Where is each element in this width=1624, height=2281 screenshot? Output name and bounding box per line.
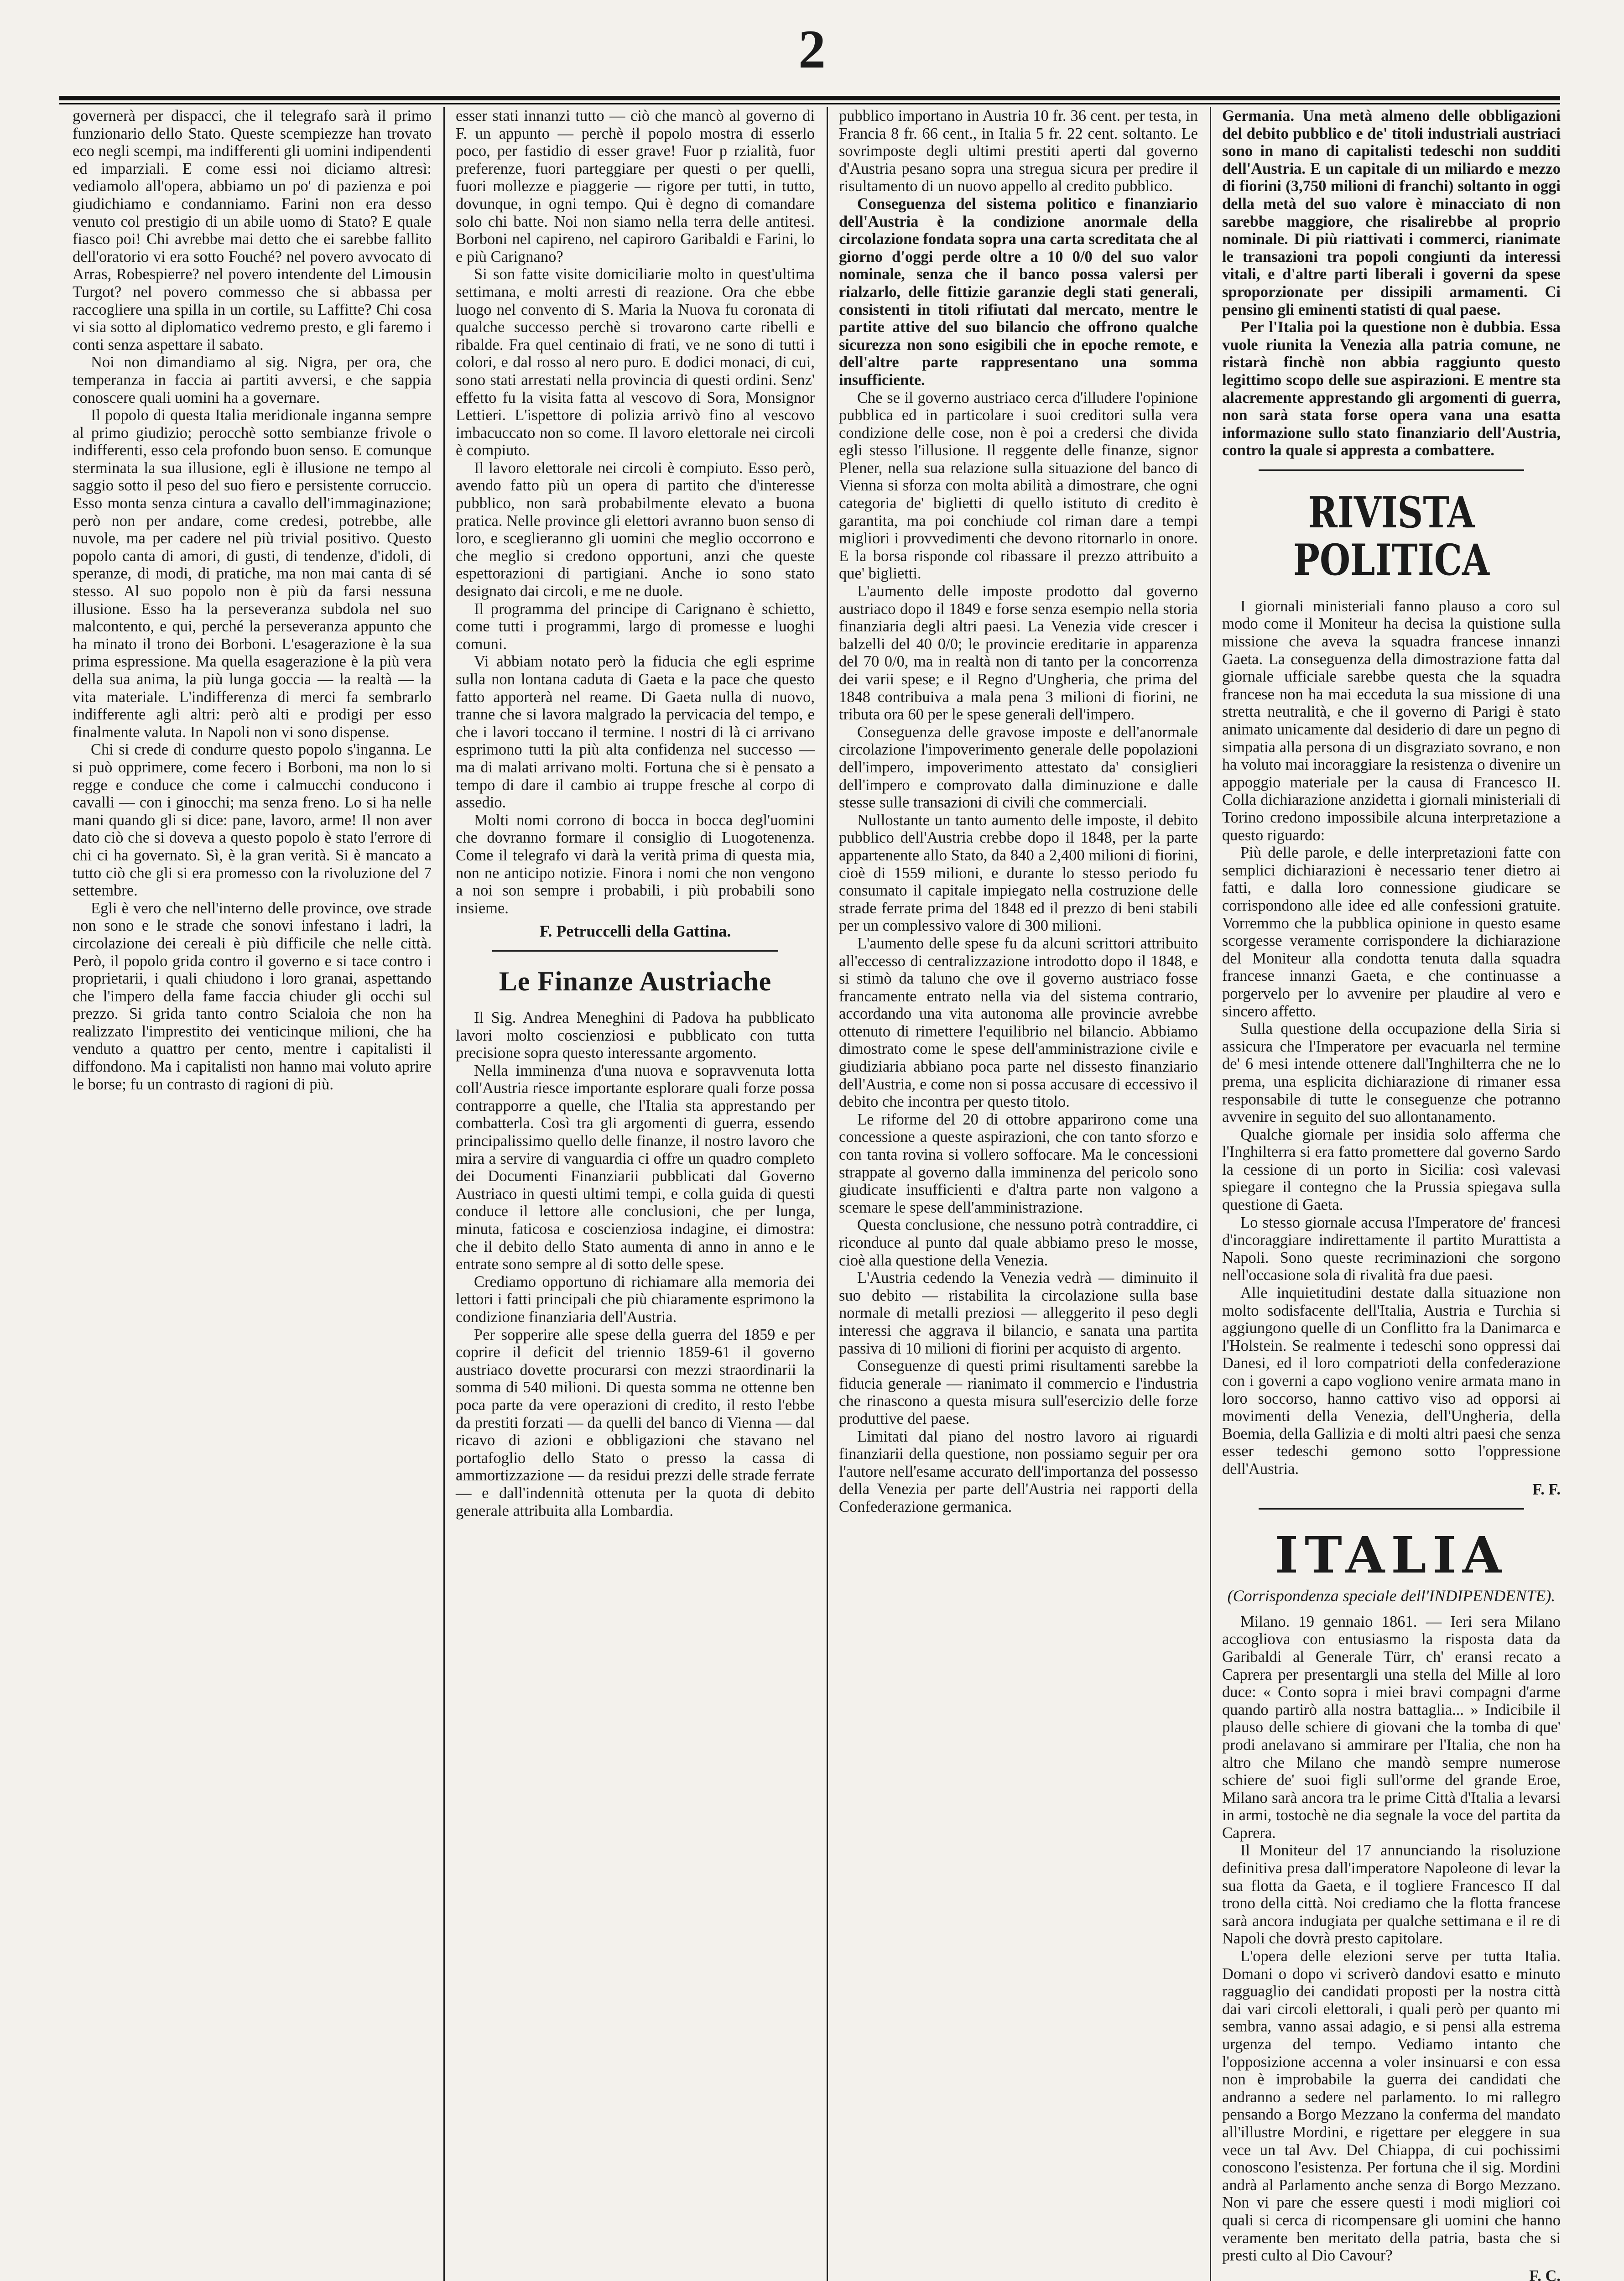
- section-subheadline: (Corrispondenza speciale dell'INDIPENDENTE).: [1227, 1587, 1556, 1605]
- paragraph: Alle inquietitudini destate dalla situazione non molto sodisfacente dell'Italia, Austria e Turchia si aggiungono quelle di un Conflitto fra la Danimarca e l'Holstein. Se realmente i tedeschi sono oppressi dai Danesi, ed il loro compatrioti della confederazione con i governi a capo vogliono venire armata mano in loro soccorso, hanno cattivo viso ad opporsi ai movimenti della Venezia, dell'Ungheria, della Boemia, della Gallizia e di molti altri paesi che senza esser tedeschi gemono sotto l'oppressione dell'Austria.: [1222, 1284, 1561, 1478]
- column-divider: [443, 107, 445, 2281]
- header-rule: [59, 96, 1560, 100]
- header-rule-thin: [59, 103, 1560, 104]
- section-separator: [1259, 469, 1524, 471]
- paragraph: Conseguenza del sistema politico e finanziario dell'Austria è la condizione anormale della circolazione fondata sopra una carta screditata che al giorno d'oggi perde oltre a 10 0/0 del suo valor nominale, senza che il banco possa valersi per rialzarlo, delle fittizie garanzie degli stati generali, consistenti in titoli rifiutati dal mercato, mentre le partite attive del suo bilancio che offrono qualche sicurezza non sono esigibili che in epoche remote, e dell'altre parte rappresentano una somma insufficiente.: [839, 195, 1198, 389]
- paragraph: Milano. 19 gennaio 1861. — Ieri sera Milano accogliova con entusiasmo la risposta data da Garibaldi al Generale Türr, ch' eransi recato a Caprera per presentargli una stella del Mille al loro duce: « Conto sopra i miei bravi compagni d'arme quando partirò alla nostra battaglia... » Indicibile il plauso delle schiere di giovani che la tomba di que' prodi anelavano si ammirare per l'Italia, che non ha altro che Milano che mandò sempre numerose schiere de' suoi figli sull'orme del grande Eroe, Milano sarà ancora tra le prime Città d'Italia a levarsi in armi, tostochè ne dia segnale la voce del partita da Caprera.: [1222, 1613, 1561, 1842]
- paragraph: L'aumento delle imposte prodotto dal governo austriaco dopo il 1849 e forse senza esempio nella storia finanziaria degli altri paesi. La Venezia vide crescer i balzelli del 40 0/0; le provincie ereditarie in apparenza del 70 0/0, ma in realtà non di tanto per la concorrenza dei varii spese; e il Regno d'Ungheria, che prima del 1848 contribuiva a mala pena 3 milioni di fiorini, ne tributa ora 60 per le spese generali dell'impero.: [839, 583, 1198, 724]
- paragraph: Per sopperire alle spese della guerra del 1859 e per coprire il deficit del triennio 1859-61 il governo austriaco dovette procurarsi con mezzi straordinarii la somma di 540 milioni. Di questa somma ne ottenne ben poca parte da vere operazioni di credito, il resto l'ebbe da prestiti forzati — da quelli del banco di Vienna — dal ricavo di azioni e obbligazioni che stavano nel portafoglio dello Stato o presso la cassa di ammortizzazione — da residui prezzi delle strade ferrate — e dall'indennità ottenuta per la quota di debito generale attribuita alla Lombardia.: [456, 1326, 815, 1520]
- paragraph: Il Moniteur del 17 annunciando la risoluzione definitiva presa dall'imperatore Napoleone di levar la sua flotta da Gaeta, e il togliere Francesco II dal trono della città. Noi crediamo che la flotta francese sarà ancora indugiata per qualche settimana e il re di Napoli che dovrà presto capitolare.: [1222, 1842, 1561, 1948]
- paragraph: Egli è vero che nell'interno delle province, ove strade non sono e le strade che sonovi infestano i ladri, la circolazione dei cereali è più difficile che nelle città. Però, il popolo grida contro il governo e si tace contro i proprietarii, i quali chiudono i loro granai, aspettando che l'impero della fame faccia chiuder gli occhi sul prezzo. Si grida tanto contro Scialoia che non ha realizzato l'imprestito dei venticinque milioni, che ha venduto a quattro per cento, mentre i capitalisti il diffondono. Ma i capitalisti non hanno mai voluto aprire le borse; fu un contrasto di ragioni di più.: [73, 899, 432, 1093]
- paragraph: Limitati dal piano del nostro lavoro ai riguardi finanziarii della questione, non possiamo seguir per ora l'autore nell'esame accurato dell'importanza del possesso della Venezia per parte dell'Austria nei rapporti della Confederazione germanica.: [839, 1427, 1198, 1515]
- paragraph: Conseguenze di questi primi risultamenti sarebbe la fiducia generale — rianimato il commercio e l'industria che rinascono a questa misura sull'esercizio delle forze produttive del paese.: [839, 1357, 1198, 1427]
- section-separator: [1259, 1508, 1524, 1510]
- column-divider: [1210, 107, 1211, 2281]
- paragraph: Le riforme del 20 di ottobre apparirono come una concessione a queste aspirazioni, che con tanto sforzo e con tanta rovina si vollero soffocare. Ma le concessioni strappate al governo dalla imminenza del pericolo sono giudicate insufficienti e d'altra parte non valgono a scemare le spese dell'amministrazione.: [839, 1110, 1198, 1216]
- column-divider: [827, 107, 828, 2281]
- paragraph: pubblico importano in Austria 10 fr. 36 cent. per testa, in Francia 8 fr. 66 cent., in Italia 5 fr. 22 cent. soltanto. Le sovrimposte degli ultimi prestiti aperti dal governo d'Austria pesano sopra una stregua sicura per predire il risultamento di un nuovo appello al credito pubblico.: [839, 107, 1198, 195]
- paragraph: Vi abbiam notato però la fiducia che egli esprime sulla non lontana caduta di Gaeta e la pace che questo fatto apporterà nel reame. Di Gaeta nulla di nuovo, tranne che si lavora malgrado la pervicacia del tempo, e che i lavori toccano il termine. I nostri di là ci arrivano esprimono tutti la più alta confidenza nel successo — ma di malati arrivano molti. Fortuna che si è pensato a tempo di dare il cambio ai truppe fresche al corpo di assedio.: [456, 653, 815, 812]
- paragraph: Lo stesso giornale accusa l'Imperatore de' francesi d'incoraggiare indirettamente il partito Murattista a Napoli. Sono queste recriminazioni che sorgono nell'occasione sola di rivalità fra due paesi.: [1222, 1213, 1561, 1284]
- paragraph: Più delle parole, e delle interpretazioni fatte con semplici dichiarazioni è necessario tener dietro ai fatti, e dalla loro connessione giudicare se corrispondono alle idee ed alle confessioni gratuite. Vorremmo che la pubblica opinione in questo esame scorgesse veramente corrispondere la dichiarazione del Moniteur alla condotta tenuta dalla squadra francese innanzi Gaeta, e che continuasse a porgervelo per lo avvenire per plaudire al vero e sincero affetto.: [1222, 844, 1561, 1020]
- paragraph: I giornali ministeriali fanno plauso a coro sul modo come il Moniteur ha decisa la quistione sulla missione che aveva la squadra francese innanzi Gaeta. La conseguenza della dimostrazione fatta dal giornale ufficiale sarebbe questa che la squadra francese non ha mai ecceduta la sua missione di una stretta neutralità, e che il governo di Parigi è stato animato unicamente dal desiderio di dare un pegno di simpatia alla persona di un disgraziato sovrano, e non ha voluto mai incoraggiare la resistenza o divenire un appoggio materiale per la causa di Francesco II. Colla dichiarazione anzidetta i giornali ministeriali di Torino credono impossibile alcuna interpretazione a questo riguardo:: [1222, 597, 1561, 844]
- column-4: [1216, 107, 1567, 2281]
- section-headline-italia: ITALIA: [1275, 1526, 1508, 1585]
- paragraph: Molti nomi corrono di bocca in bocca degl'uomini che dovranno formare il consiglio di Luogotenenza. Come il telegrafo vi darà la verità prima di questa mia, non ne anticipo notizie. Finora i nomi che non vengono a noi son sempre i probabili, i più probabili sono insieme.: [456, 811, 815, 917]
- paragraph: Crediamo opportuno di richiamare alla memoria dei lettori i fatti principali che più chiaramente esprimono la condizione finanziaria dell'Austria.: [456, 1273, 815, 1326]
- paragraph: Questa conclusione, che nessuno potrà contraddire, ci riconduce al punto dal quale abbiamo preso le mosse, cioè alla questione della Venezia.: [839, 1216, 1198, 1269]
- paragraph: Si son fatte visite domiciliarie molto in quest'ultima settimana, e molti arresti di reazione. Ora che ebbe luogo nel convento di S. Maria la Nuova fu coronata di qualche successo perchè si trovarono carte ribelli e ribalde. Fra quel centinaio di frati, ve ne sono di tutti i colori, e dal rosso al nero puro. E dodici monaci, di cui, sono stati arrestati nella provincia di questi ordini. Senz' effetto fu la visita fatta al vescovo di Sora, Monsignor Lettieri. L'ispettore di polizia arrivò fino al vescovo imbacuccato non so come. Il lavoro elettorale nei circoli è compiuto.: [456, 266, 815, 459]
- paragraph: Sulla questione della occupazione della Siria si assicura che l'Imperatore per evacuarla nel termine de' 6 mesi intende ottenere dall'Inghilterra che ne lo prema, una esplicita dichiarazione di rimaner essa responsabile di tutte le conseguenze che potranno avvenire in seguito del suo allontanamento.: [1222, 1020, 1561, 1126]
- column-2: [449, 107, 821, 2281]
- paragraph: L'Austria cedendo la Venezia vedrà — diminuito il suo debito — ristabilita la circolazione sulla base normale di metalli preziosi — alleggerito il peso degli interessi che aggrava il bilancio, e sanata una partita passiva di 10 milioni di fiorini per acquisto di argento.: [839, 1269, 1198, 1357]
- paragraph: Che se il governo austriaco cerca d'illudere l'opinione pubblica ed in particolare i suoi creditori sulla vera condizione delle cose, non è poi a credersi che divida egli stesso l'illusione. Il reggente delle finanze, signor Plener, nella sua relazione sulla situazione del banco di Vienna si sforza con molta abilità a dimostrare, che ogni categoria de' biglietti di quello istituto di credito è garantita, ma poi conchiude col riman dare a tempi migliori i provvedimenti che devono ritornarlo in onore. E la borsa risponde col ribassare il prezzo attribuito a que' biglietti.: [839, 389, 1198, 583]
- paragraph: governerà per dispacci, che il telegrafo sarà il primo funzionario dello Stato. Queste scempiezze han trovato eco negli scempi, ma indifferenti gli uomini indipendenti ed imparziali. E come essi noi diciamo altresì: vediamolo all'opera, abbiamo un po' di pazienza e poi giudichiamo e condanniamo. Farini non era desso venuto col prestigio di un abile uomo di Stato? E quale fiasco poi! Chi avrebbe mai detto che ei sarebbe fallito dell'oratorio vi era sotto Fouché? nel povero avvocato di Arras, Robespierre? nel povero intendente del Limousin Turgot? nel povero commesso che si abbassa per raccogliere una spilla in un cortile, su Laffitte? Chi cosa vi sia sotto al diplomatico vedremo presto, e gli faremo i conti senza aspettare il sabato.: [73, 107, 432, 354]
- paragraph: Il popolo di questa Italia meridionale inganna sempre al primo giudizio; perocchè sotto sembianze frivole o indifferenti, esso cela profondo buon senso. E comunque sterminata la sua illusione, egli è illusione ne tempo al saggio sotto il peso del suo fiero e persistente corruccio. Esso monta senza cintura a cavallo dell'immaginazione; però non per andare, come credesi, potrebbe, alle nuvole, ma per cadere nel più trivial positivo. Questo popolo canta di amori, di gusti, di tendenze, d'idoli, di speranze, di modi, di pratiche, ma non mai canta di sé stesso. Al suo popolo non è più da farsi nessuna illusione. Esso ha la perseveranza subdola nel suo malcontento, e qui, perché la perseveranza appunto che ha minato il trono dei Borboni. L'esagerazione è la sua prima espressione. Ma quella esagerazione è la più vera della sua anima, la più lunga goccia — la realtà — la vita materiale. L'indifferenza di merci fa sembrarlo indifferente agli altri: però alti e prodigi per esso finalmente valuta. In Napoli non vi sono dispense.: [73, 406, 432, 741]
- author-signature: F. C.: [1529, 2267, 1561, 2281]
- paragraph: Conseguenza delle gravose imposte e dell'anormale circolazione l'impoverimento generale delle popolazioni dell'impero, impoverimento attestato da' consiglieri dell'impero e comprovato dalla diminuzione e dalle stesse sulle transazioni di civili che commerciali.: [839, 723, 1198, 812]
- page-number: 2: [798, 19, 826, 79]
- paragraph: Germania. Una metà almeno delle obbligazioni del debito pubblico e de' titoli industriali austriaci sono in mano di capitalisti tedeschi non sudditi dell'Austria. E un capitale di un miliardo e mezzo di fiorini (3,750 milioni di franchi) soltanto in oggi della metà del suo valore è minacciato di non sarebbe maggiore, che risalirebbe al proprio nominale. Di più riattivati i commerci, rianimate le transazioni tra popoli congiunti da interessi vitali, e d'altre parti liberali i governi da spese sproporzionate per dissipili armamenti. Ci pensino gli eminenti statisti di qual paese.: [1222, 107, 1561, 318]
- column-1: [66, 107, 438, 2281]
- paragraph: Il Sig. Andrea Meneghini di Padova ha pubblicato lavori molto coscienziosi e pubblicato con tutta precisione sopra questo interessante argomento.: [456, 1009, 815, 1062]
- article-headline-finanze: Le Finanze Austriache: [499, 966, 772, 996]
- paragraph: L'opera delle elezioni serve per tutta Italia. Domani o dopo vi scriverò dandovi esatto e minuto ragguaglio dei candidati proposti per la nostra città dai vari circoli elettorali, i quali però per quanto mi sembra, vanno assai adagio, e si pensi alla estrema urgenza del tempo. Vediamo intanto che l'opposizione accenna a voler insinuarsi e con essa non è improbabile la guerra dei candidati che andranno a sedere nel parlamento. Io mi rallegro pensando a Borgo Mezzano la conferma del mandato all'illustre Mordini, e rigettare per eleggere in sua vece un tal Avv. Del Chiappa, di cui pochissimi conoscono l'esistenza. Per fortuna che il sig. Mordini andrà al Parlamento anche senza di Borgo Mezzano. Non vi pare che essere questi i modi migliori coi quali si cerca di ricompensare gli uomini che hanno veramente ben meritato della patria, basta che si presti culto al Dio Cavour?: [1222, 1948, 1561, 2265]
- paragraph: Nullostante un tanto aumento delle imposte, il debito pubblico dell'Austria crebbe dopo il 1848, per la parte appartenente allo Stato, da 840 a 2,400 milioni di fiorini, cioè di 1559 milioni, e durante lo stesso periodo fu consumato il capitale impiegato nella costruzione delle strade ferrate prima del 1848 ed il prezzo di beni stabili per un complessivo valore di 300 milioni.: [839, 811, 1198, 935]
- author-signature: F. Petruccelli della Gattina.: [539, 922, 731, 941]
- paragraph: L'aumento delle spese fu da alcuni scrittori attribuito all'eccesso di centralizzazione introdotto dopo il 1848, e si stimò da taluno che ove il governo austriaco fosse francamente entrato nella via del sistema contrario, accordando una vita autonoma alle provincie avrebbe ottenuto di rimettere l'equilibrio nel bilancio. Abbiamo dimostrato come le spese dell'amministrazione civile e giudiziaria abbiano poca parte nel dissesto finanziario dell'Austria, e come non si possa accusare di eccessivo il debito che incontra per questo titolo.: [839, 934, 1198, 1111]
- paragraph: Il lavoro elettorale nei circoli è compiuto. Esso però, avendo fatto più un opera di partito che d'interesse pubblico, non sarà probabilmente elevato a buona pratica. Nelle province gli elettori avranno buon senso di loro, e sceglieranno gli uomini che meglio occorrono e che meglio si credono opportuni, anzi che queste espettorazioni di partigiani. Anche io sono stato designato dai circoli, e me ne duole.: [456, 459, 815, 600]
- paragraph: Noi non dimandiamo al sig. Nigra, per ora, che temperanza in faccia ai partiti avversi, e che sappia conoscere quali uomini ha a governare.: [73, 354, 432, 406]
- author-signature: F. F.: [1532, 1480, 1561, 1498]
- paragraph: Chi si crede di condurre questo popolo s'inganna. Le si può opprimere, come fecero i Borboni, ma non lo si regge e conduce che come i calmucchi conducono i cavalli — con i ginocchi; ma senza freno. Lo si ha nelle mani quando gli si dice: pane, lavoro, arme! Il non aver dato ciò che si doveva a questo popolo è stato l'errore di chi ci ha governato. Sì, è la gran verità. Si è mancato a tutto ciò che gli si era promesso con la rivoluzione del 7 settembre.: [73, 741, 432, 900]
- section-separator: [492, 950, 778, 952]
- paragraph: Nella imminenza d'una nuova e sopravvenuta lotta coll'Austria riesce importante esplorare quali forze possa contrapporre a quelle, che l'Italia sta apprestando per combatterla. Così tra gli argomenti di guerra, essendo principalissimo quello delle finanze, il nostro lavoro che mira a servire di vanguardia ci offre un quadro completo dei Documenti Finanziarii pubblicati dal Governo Austriaco in questi ultimi tempi, e colla guida di questi conduce il lettore alle conclusioni, che per lunga, minuta, faticosa e coscienziosa indagine, ei dimostra: che il debito dello Stato aumenta di anno in anno e le entrate sono sempre al di sotto delle spese.: [456, 1062, 815, 1273]
- column-3: [833, 107, 1204, 2281]
- paragraph: Il programma del principe di Carignano è schietto, come tutti i programmi, largo di promesse e luoghi comuni.: [456, 600, 815, 653]
- section-headline-rivista-politica: RIVISTA POLITICA: [1293, 487, 1489, 585]
- paragraph: Qualche giornale per insidia solo afferma che l'Inghilterra si era fatto promettere dal governo Sardo la cessione di un porto in Sicilia: così valevasi spiegare il contegno che la Prussia spiegava sulla questione di Gaeta.: [1222, 1125, 1561, 1214]
- paragraph: Per l'Italia poi la questione non è dubbia. Essa vuole riunita la Venezia alla patria comune, ne ristarà finchè non abbia raggiunto questo legittimo scopo delle sue aspirazioni. E mentre sta alacremente apprestando gli argomenti di guerra, non sarà stata forse opera vana una esatta informazione sullo stato finanziario dell'Austria, contro la quale si appresta a combattere.: [1222, 318, 1561, 459]
- paragraph: esser stati innanzi tutto — ciò che mancò al governo di F. un appunto — perchè il popolo mostra di esserlo poco, per fastidio di esser grave! Fuor p rzialità, fuor preferenze, fuori parteggiare per questi o per quelli, fuori mollezze e piaggerie — rigore per tutti, in tutto, dovunque, in ogni tempo. Qui è degno di comandare solo chi batte. Noi non siamo nella terra delle antitesi. Borboni nel capireno, nel capiroro Garibaldi e Farini, lo e più Carignano?: [456, 107, 815, 266]
